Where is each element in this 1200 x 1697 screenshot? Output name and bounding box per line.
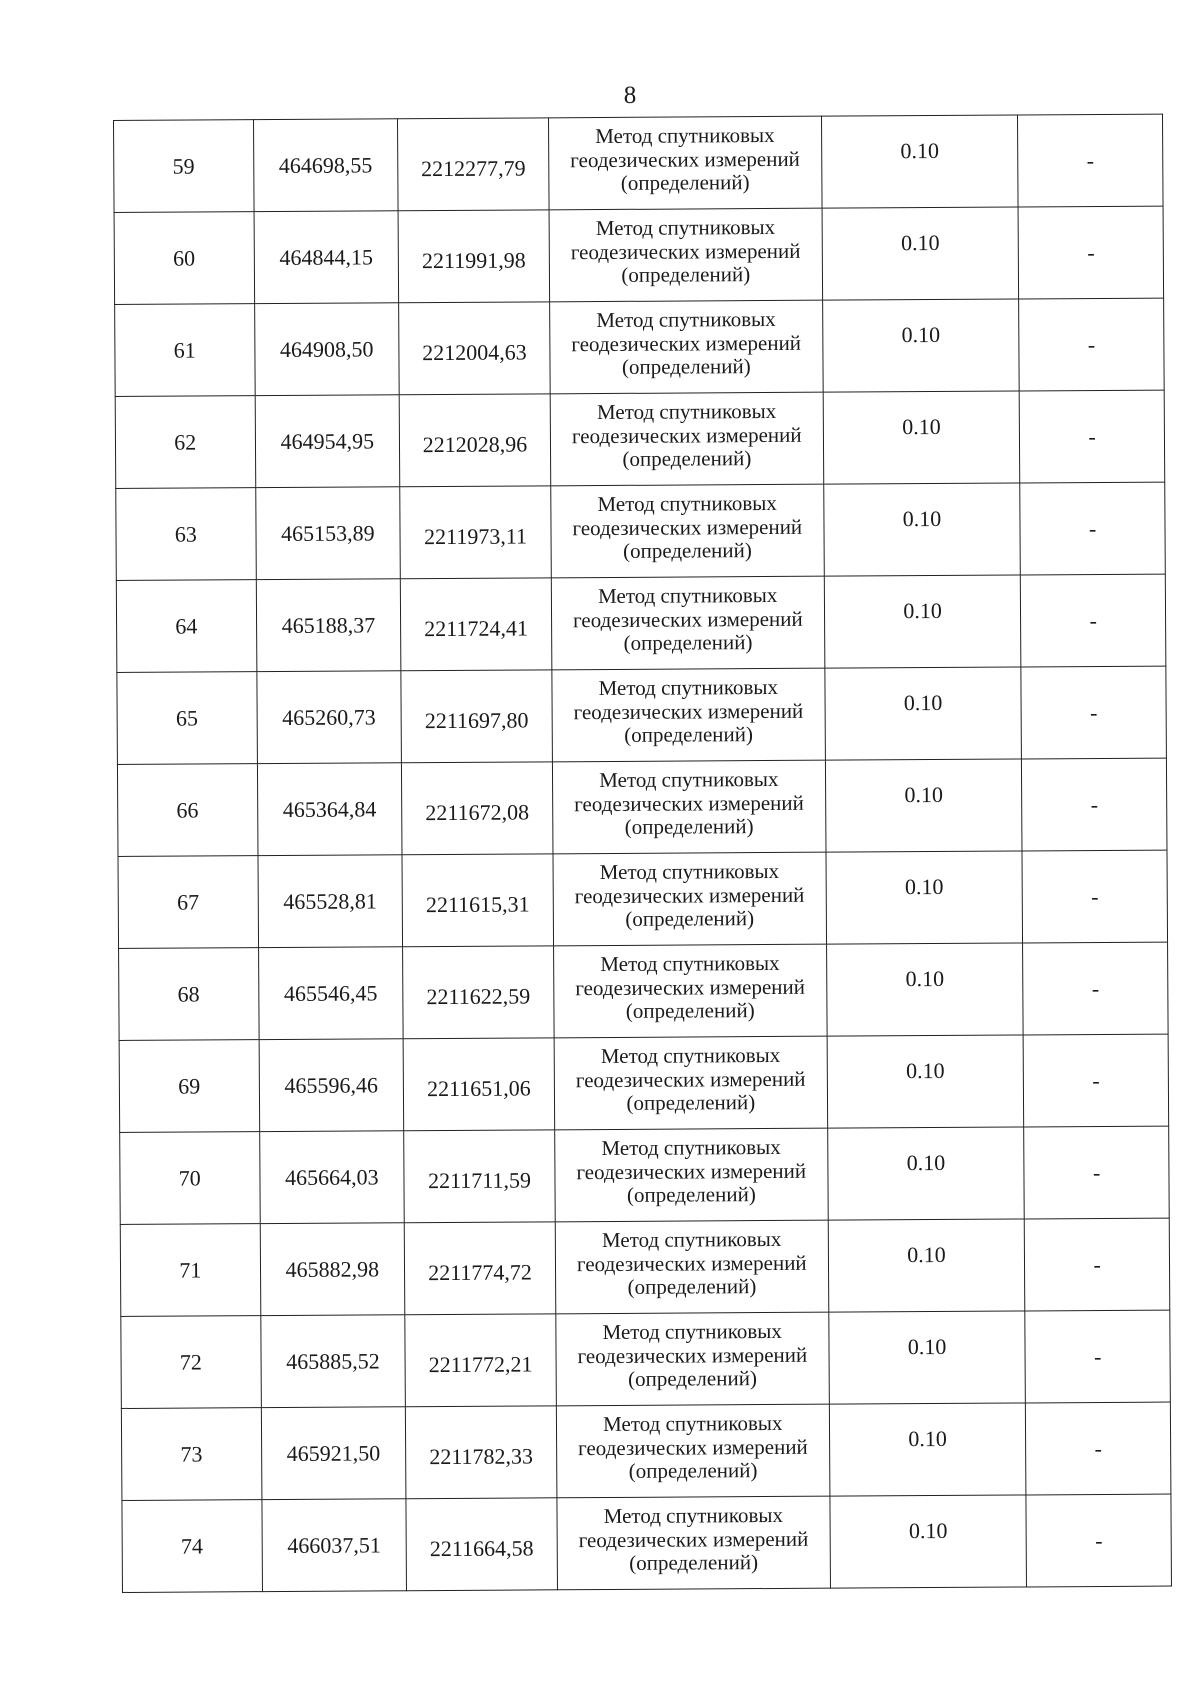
note-cell: - (1024, 1126, 1169, 1219)
method-cell (548, 116, 821, 210)
point-number-cell: 74 (122, 1500, 262, 1593)
method-cell (549, 208, 822, 302)
method-cell (556, 1312, 829, 1406)
method-line: (определений) (621, 354, 751, 380)
method-cell (553, 944, 826, 1038)
table-row (122, 1494, 1172, 1592)
note-cell: - (1018, 206, 1163, 299)
y-coordinate-cell: 2211622,59 (403, 946, 554, 1039)
point-number-cell: 62 (115, 396, 255, 489)
table-row (119, 1034, 1169, 1132)
x-coordinate-cell: 465260,73 (256, 671, 401, 764)
accuracy-cell: 0.10 (830, 1495, 1027, 1588)
method-line: (определений) (625, 906, 755, 932)
table-row (114, 114, 1164, 212)
table-row (117, 758, 1167, 856)
x-coordinate-cell: 466037,51 (261, 1499, 406, 1592)
x-coordinate-cell: 464908,50 (254, 303, 399, 396)
y-coordinate-cell: 2211664,58 (406, 1498, 557, 1591)
y-coordinate-cell: 2211724,41 (400, 578, 551, 671)
note-cell: - (1025, 1310, 1170, 1403)
method-line: геодезических измерений (576, 1250, 807, 1276)
method-line: геодезических измерений (571, 330, 802, 356)
point-number-cell: 69 (119, 1040, 259, 1133)
method-cell (553, 852, 826, 946)
method-line: геодезических измерений (578, 1526, 809, 1552)
y-coordinate-cell: 2212004,63 (399, 302, 550, 395)
method-line: геодезических измерений (570, 238, 801, 264)
method-line: (определений) (626, 1090, 756, 1116)
method-line: Метод спутниковых (597, 583, 778, 609)
point-number-cell: 67 (118, 856, 258, 949)
method-line: Метод спутниковых (600, 1043, 781, 1069)
x-coordinate-cell: 465664,03 (259, 1131, 404, 1224)
method-cell (549, 300, 822, 394)
point-number-cell: 71 (120, 1224, 260, 1317)
method-line: Метод спутниковых (599, 767, 779, 793)
note-cell: - (1020, 482, 1165, 575)
method-line: геодезических измерений (571, 422, 802, 448)
point-number-cell: 70 (120, 1132, 260, 1225)
table-row (116, 482, 1166, 580)
table-row (120, 1126, 1170, 1224)
x-coordinate-cell: 464698,55 (253, 119, 398, 212)
y-coordinate-cell: 2212028,96 (399, 394, 550, 487)
method-cell (552, 668, 825, 762)
table-row (115, 298, 1165, 396)
method-line: Метод спутниковых (596, 399, 777, 425)
point-number-cell: 59 (114, 120, 254, 213)
method-line: (определений) (627, 1274, 757, 1300)
method-line: (определений) (624, 722, 754, 748)
note-cell: - (1022, 758, 1167, 851)
method-line: Метод спутниковых (595, 215, 776, 241)
accuracy-cell: 0.10 (826, 943, 1023, 1036)
table-row (115, 390, 1165, 488)
method-line: (определений) (626, 1182, 756, 1208)
y-coordinate-cell: 2211711,59 (404, 1130, 555, 1223)
method-line: Метод спутниковых (601, 1135, 781, 1161)
method-cell (552, 760, 825, 854)
method-line: геодезических измерений (573, 698, 804, 724)
note-cell: - (1023, 1034, 1168, 1127)
method-cell (556, 1404, 829, 1498)
table-row (120, 1218, 1170, 1316)
table-row (114, 206, 1164, 304)
method-line: геодезических измерений (575, 1066, 806, 1092)
x-coordinate-cell: 465364,84 (257, 763, 402, 856)
method-line: Метод спутниковых (596, 307, 776, 333)
method-cell (555, 1128, 828, 1222)
method-line: геодезических измерений (577, 1342, 808, 1368)
method-line: (определений) (620, 170, 750, 196)
method-line: (определений) (621, 262, 751, 288)
x-coordinate-cell: 465921,50 (261, 1407, 406, 1500)
method-line: Метод спутниковых (598, 675, 779, 701)
x-coordinate-cell: 465528,81 (258, 855, 403, 948)
x-coordinate-cell: 464844,15 (254, 211, 399, 304)
accuracy-cell: 0.10 (828, 1219, 1025, 1312)
point-number-cell: 60 (114, 212, 254, 305)
note-cell: - (1022, 850, 1167, 943)
method-cell (551, 484, 824, 578)
method-line: (определений) (622, 446, 752, 472)
point-number-cell: 61 (115, 304, 255, 397)
note-cell: - (1018, 114, 1163, 207)
y-coordinate-cell: 2211651,06 (403, 1038, 554, 1131)
page-number: 8 (623, 82, 637, 109)
accuracy-cell: 0.10 (826, 851, 1023, 944)
point-number-cell: 65 (117, 672, 257, 765)
accuracy-cell: 0.10 (822, 207, 1019, 300)
table-row (121, 1310, 1171, 1408)
method-line: геодезических измерений (570, 146, 800, 172)
coordinates-table-body (114, 114, 1172, 1592)
method-cell (550, 392, 823, 486)
y-coordinate-cell: 2212277,79 (398, 118, 549, 211)
note-cell: - (1026, 1494, 1171, 1587)
method-line: (определений) (622, 538, 752, 564)
method-cell (551, 576, 824, 670)
point-number-cell: 66 (117, 764, 257, 857)
method-line: Метод спутниковых (602, 1319, 782, 1345)
point-number-cell: 63 (116, 488, 256, 581)
accuracy-cell: 0.10 (823, 391, 1020, 484)
accuracy-cell: 0.10 (827, 1127, 1024, 1220)
method-cell (555, 1220, 828, 1314)
y-coordinate-cell: 2211615,31 (402, 854, 553, 947)
accuracy-cell: 0.10 (822, 299, 1019, 392)
accuracy-cell: 0.10 (821, 115, 1018, 208)
table-row (119, 942, 1169, 1040)
y-coordinate-cell: 2211973,11 (400, 486, 551, 579)
x-coordinate-cell: 465188,37 (256, 579, 401, 672)
method-line: геодезических измерений (578, 1434, 808, 1460)
accuracy-cell: 0.10 (829, 1311, 1026, 1404)
coordinates-table (113, 114, 1172, 1593)
point-number-cell: 64 (116, 580, 256, 673)
method-line: геодезических измерений (574, 882, 805, 908)
point-number-cell: 73 (121, 1408, 261, 1501)
x-coordinate-cell: 465546,45 (258, 947, 403, 1040)
accuracy-cell: 0.10 (824, 483, 1021, 576)
method-line: геодезических измерений (575, 974, 806, 1000)
method-line: Метод спутниковых (603, 1411, 783, 1437)
y-coordinate-cell: 2211697,80 (401, 670, 552, 763)
note-cell: - (1026, 1402, 1171, 1495)
y-coordinate-cell: 2211782,33 (405, 1406, 556, 1499)
method-line: (определений) (624, 814, 754, 840)
method-line: (определений) (629, 1550, 759, 1576)
x-coordinate-cell: 465153,89 (255, 487, 400, 580)
method-line: Метод спутниковых (597, 491, 777, 517)
y-coordinate-cell: 2211991,98 (398, 210, 549, 303)
x-coordinate-cell: 465596,46 (259, 1039, 404, 1132)
accuracy-cell: 0.10 (825, 667, 1022, 760)
method-line: геодезических измерений (572, 514, 803, 540)
method-line: Метод спутниковых (601, 1227, 782, 1253)
method-line: геодезических измерений (574, 790, 804, 816)
accuracy-cell: 0.10 (824, 575, 1021, 668)
method-cell (554, 1036, 827, 1130)
y-coordinate-cell: 2211672,08 (402, 762, 553, 855)
note-cell: - (1023, 942, 1168, 1035)
x-coordinate-cell: 465885,52 (260, 1315, 405, 1408)
method-line: Метод спутниковых (600, 951, 780, 977)
x-coordinate-cell: 465882,98 (260, 1223, 405, 1316)
accuracy-cell: 0.10 (825, 759, 1022, 852)
note-cell: - (1019, 298, 1164, 391)
method-line: Метод спутниковых (599, 859, 780, 885)
method-line: Метод спутниковых (595, 123, 775, 149)
point-number-cell: 72 (121, 1316, 261, 1409)
y-coordinate-cell: 2211772,21 (405, 1314, 556, 1407)
method-line: геодезических измерений (576, 1158, 807, 1184)
method-line: (определений) (628, 1366, 757, 1392)
note-cell: - (1025, 1218, 1170, 1311)
table-row (121, 1402, 1171, 1500)
method-cell (557, 1496, 830, 1590)
table-row (116, 574, 1166, 672)
note-cell: - (1020, 390, 1165, 483)
y-coordinate-cell: 2211774,72 (404, 1222, 555, 1315)
note-cell: - (1021, 574, 1166, 667)
point-number-cell: 68 (119, 948, 259, 1041)
method-line: (определений) (623, 630, 753, 656)
x-coordinate-cell: 464954,95 (255, 395, 400, 488)
method-line: Метод спутниковых (603, 1503, 784, 1529)
accuracy-cell: 0.10 (829, 1403, 1026, 1496)
method-line: (определений) (625, 998, 755, 1024)
table-row (118, 850, 1168, 948)
note-cell: - (1021, 666, 1166, 759)
accuracy-cell: 0.10 (827, 1035, 1024, 1128)
method-line: (определений) (628, 1458, 758, 1484)
method-line: геодезических измерений (572, 606, 803, 632)
table-row (117, 666, 1167, 764)
